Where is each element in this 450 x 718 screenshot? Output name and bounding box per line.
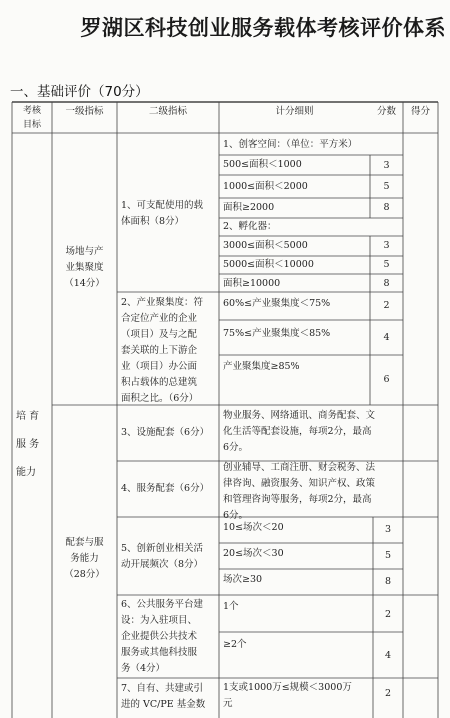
score-space: 5 — [383, 181, 390, 192]
criteria-services: 创业辅导、工商注册、财会税务、法 律咨询、融资服务、知识产权、政策 和管理咨询等服务，每项2分，最高 6分。 — [223, 462, 376, 521]
criteria-fund-row: 1支或1000万≤规模＜3000万 元 — [223, 682, 352, 709]
criteria-incubator-row: 面积≥10000 — [223, 278, 281, 289]
section-heading: 一、基础评价（70分） — [10, 84, 149, 100]
score-activity: 3 — [384, 524, 392, 535]
header-points: 分数 — [376, 106, 396, 117]
criteria-activity-row: 20≤场次＜30 — [223, 548, 284, 559]
score-platform: 4 — [384, 650, 392, 661]
assessment-target: 培 育 服 务 能力 — [16, 411, 40, 478]
score-cluster: 2 — [383, 300, 390, 311]
criteria-space-row: 500≤面积＜1000 — [223, 159, 302, 170]
level1-support-services: 配套与服 务能力 （28分） — [64, 537, 105, 580]
level2-facilities: 3、设施配套（6分） — [121, 427, 210, 438]
criteria-platform-row: 1个 — [223, 601, 239, 612]
score-space: 8 — [383, 202, 390, 213]
score-fund: 2 — [384, 688, 392, 699]
criteria-incubator-row: 5000≤面积＜10000 — [223, 259, 314, 270]
criteria-facilities: 物业服务、网络通讯、商务配套、文 化生活等配套设施，每项2分，最高 6分。 — [223, 410, 376, 453]
level2-area: 1、可支配使用的载 体面积（8分） — [121, 200, 204, 227]
level2-services: 4、服务配套（6分） — [121, 483, 210, 494]
criteria-cluster-row: 75%≤产业聚集度＜85% — [223, 328, 331, 339]
score-activity: 8 — [384, 576, 392, 587]
header-target: 考核 目标 — [22, 106, 41, 130]
criteria-incubator-row: 3000≤面积＜5000 — [223, 240, 308, 251]
criteria-space-header: 1、创客空间：（单位：平方米） — [223, 139, 358, 150]
score-space: 3 — [383, 160, 390, 171]
score-incubator: 8 — [383, 278, 390, 289]
score-cluster: 4 — [383, 332, 390, 343]
header-level1: 一级指标 — [65, 106, 104, 117]
criteria-space-row: 面积≥2000 — [223, 202, 275, 213]
score-cluster: 6 — [383, 374, 390, 385]
level2-cluster: 2、产业聚集度：符 合定位产业的企业 （项目）及与之配 套关联的上下游企 业（项目）办公面 积占载体的总建筑 面积之比。（6分） — [121, 297, 204, 404]
header-criteria: 计分细则 — [275, 106, 314, 117]
criteria-activity-row: 场次≥30 — [223, 574, 263, 585]
criteria-activity-row: 10≤场次＜20 — [223, 522, 284, 533]
level2-fund: 7、自有、共建或引 进的 VC/PE 基金数 — [121, 683, 206, 710]
criteria-cluster-row: 60%≤产业聚集度＜75% — [223, 298, 331, 309]
page-title: 罗湖区科技创业服务载体考核评价体系 — [80, 16, 446, 40]
level2-platform: 6、公共服务平台建 设：为入驻项目、 企业提供公共技术 服务或其他科技服 务（4分） — [121, 599, 204, 674]
level2-activities: 5、创新创业相关活 动开展频次（8分） — [121, 543, 204, 570]
score-activity: 5 — [384, 550, 392, 561]
score-incubator: 3 — [383, 240, 390, 251]
level1-space-cluster: 场地与产 业集聚度 （14分） — [64, 246, 105, 289]
score-incubator: 5 — [383, 259, 390, 270]
criteria-incubator-header: 2、孵化器： — [223, 221, 277, 232]
header-level2: 二级指标 — [148, 106, 187, 117]
criteria-platform-row: ≥2个 — [223, 639, 247, 650]
header-earned: 得分 — [410, 106, 430, 117]
criteria-space-row: 1000≤面积＜2000 — [223, 181, 308, 192]
criteria-cluster-row: 产业聚集度≥85% — [223, 361, 300, 372]
score-platform: 2 — [384, 609, 392, 620]
